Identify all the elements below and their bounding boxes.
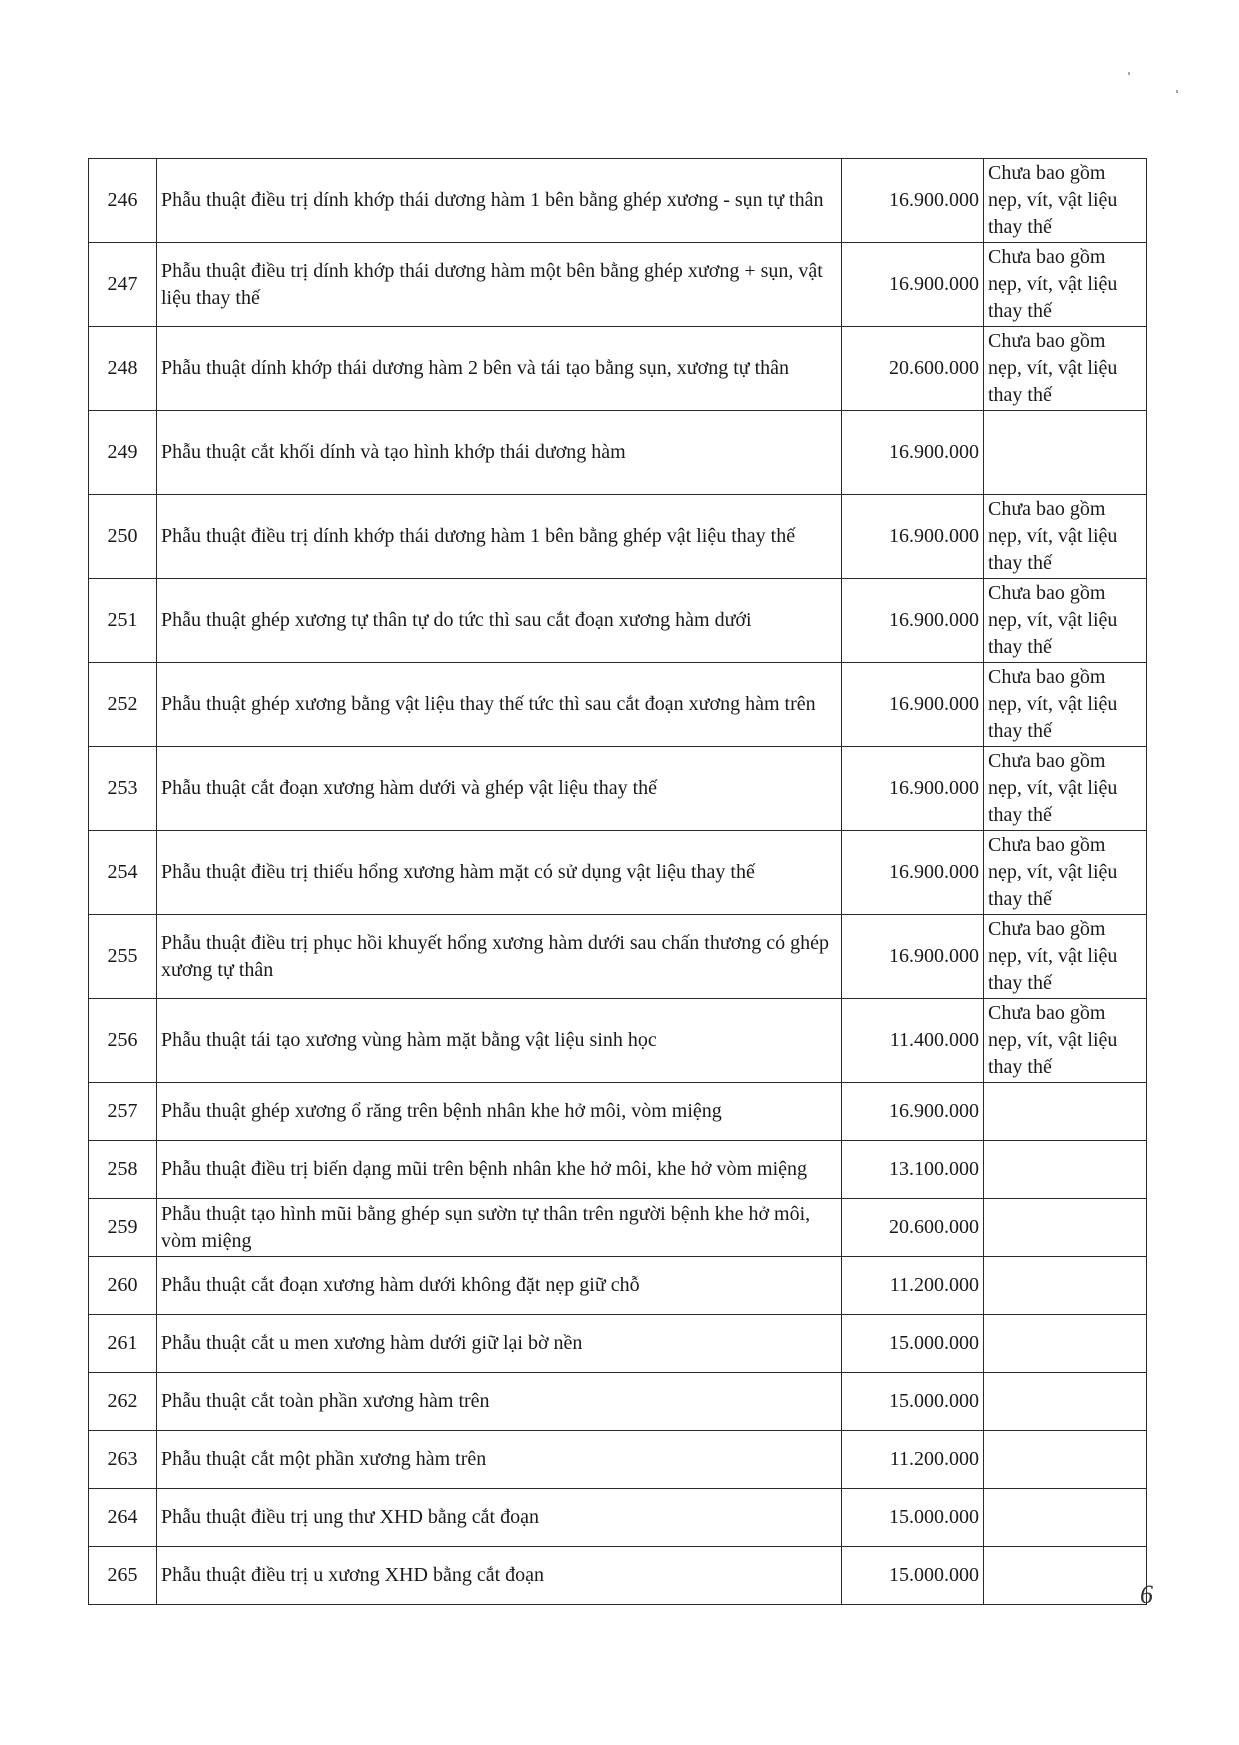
price-cell: 16.900.000: [842, 159, 984, 243]
table-row: [89, 1547, 1147, 1605]
note-cell: Chưa bao gồm nẹp, vít, vật liệu thay thế: [984, 159, 1147, 243]
price-cell: 15.000.000: [842, 1489, 984, 1547]
price-cell: 16.900.000: [842, 411, 984, 495]
price-cell: 20.600.000: [842, 327, 984, 411]
note-cell: Chưa bao gồm nẹp, vít, vật liệu thay thế: [984, 999, 1147, 1083]
note-cell: Chưa bao gồm nẹp, vít, vật liệu thay thế: [984, 327, 1147, 411]
row-number-cell: 248: [89, 327, 157, 411]
procedure-name-cell: Phẫu thuật cắt khối dính và tạo hình khớp thái dương hàm: [157, 411, 842, 495]
procedure-name-cell: Phẫu thuật tạo hình mũi bằng ghép sụn sườn tự thân trên người bệnh khe hở môi, vòm miệng: [157, 1199, 842, 1257]
table-row: [89, 1083, 1147, 1141]
price-cell: 15.000.000: [842, 1315, 984, 1373]
row-number-cell: 247: [89, 243, 157, 327]
note-cell: [984, 1199, 1147, 1257]
procedure-name-cell: Phẫu thuật cắt đoạn xương hàm dưới và ghép vật liệu thay thế: [157, 747, 842, 831]
row-number-cell: 254: [89, 831, 157, 915]
table-row: [89, 411, 1147, 495]
note-cell: [984, 1373, 1147, 1431]
row-number-cell: 246: [89, 159, 157, 243]
table-row: [89, 579, 1147, 663]
note-cell: [984, 1431, 1147, 1489]
row-number-cell: 256: [89, 999, 157, 1083]
table-row: [89, 327, 1147, 411]
row-number-cell: 260: [89, 1257, 157, 1315]
procedure-name-cell: Phẫu thuật điều trị u xương XHD bằng cắt đoạn: [157, 1547, 842, 1605]
note-cell: [984, 1083, 1147, 1141]
procedure-name-cell: Phẫu thuật điều trị dính khớp thái dương hàm một bên bằng ghép xương + sụn, vật liệu thay thế: [157, 243, 842, 327]
price-cell: 16.900.000: [842, 1083, 984, 1141]
price-cell: 11.200.000: [842, 1431, 984, 1489]
procedure-name-cell: Phẫu thuật cắt đoạn xương hàm dưới không đặt nẹp giữ chỗ: [157, 1257, 842, 1315]
note-cell: Chưa bao gồm nẹp, vít, vật liệu thay thế: [984, 243, 1147, 327]
note-cell: Chưa bao gồm nẹp, vít, vật liệu thay thế: [984, 579, 1147, 663]
price-cell: 16.900.000: [842, 243, 984, 327]
price-cell: 16.900.000: [842, 915, 984, 999]
procedure-name-cell: Phẫu thuật điều trị dính khớp thái dương hàm 1 bên bằng ghép vật liệu thay thế: [157, 495, 842, 579]
row-number-cell: 251: [89, 579, 157, 663]
scan-speck: [1176, 90, 1178, 93]
table-row: [89, 1315, 1147, 1373]
table-row: [89, 1373, 1147, 1431]
price-cell: 16.900.000: [842, 495, 984, 579]
row-number-cell: 255: [89, 915, 157, 999]
row-number-cell: 249: [89, 411, 157, 495]
procedure-name-cell: Phẫu thuật ghép xương bằng vật liệu thay thế tức thì sau cắt đoạn xương hàm trên: [157, 663, 842, 747]
row-number-cell: 262: [89, 1373, 157, 1431]
note-cell: [984, 1489, 1147, 1547]
note-cell: [984, 1141, 1147, 1199]
page-number-mark: 6: [1140, 1580, 1153, 1609]
procedure-name-cell: Phẫu thuật tái tạo xương vùng hàm mặt bằng vật liệu sinh học: [157, 999, 842, 1083]
table-row: [89, 999, 1147, 1083]
table-row: [89, 1141, 1147, 1199]
scan-speck: [1128, 72, 1130, 75]
price-cell: 13.100.000: [842, 1141, 984, 1199]
row-number-cell: 261: [89, 1315, 157, 1373]
table-row: [89, 831, 1147, 915]
price-cell: 11.200.000: [842, 1257, 984, 1315]
table-row: [89, 495, 1147, 579]
row-number-cell: 250: [89, 495, 157, 579]
price-cell: 15.000.000: [842, 1373, 984, 1431]
price-table-body: [89, 159, 1147, 1605]
price-cell: 16.900.000: [842, 579, 984, 663]
procedure-name-cell: Phẫu thuật điều trị biến dạng mũi trên bệnh nhân khe hở môi, khe hở vòm miệng: [157, 1141, 842, 1199]
note-cell: [984, 411, 1147, 495]
procedure-name-cell: Phẫu thuật điều trị ung thư XHD bằng cắt đoạn: [157, 1489, 842, 1547]
procedure-name-cell: Phẫu thuật dính khớp thái dương hàm 2 bên và tái tạo bằng sụn, xương tự thân: [157, 327, 842, 411]
table-row: [89, 1489, 1147, 1547]
row-number-cell: 259: [89, 1199, 157, 1257]
procedure-name-cell: Phẫu thuật điều trị dính khớp thái dương hàm 1 bên bằng ghép xương - sụn tự thân: [157, 159, 842, 243]
note-cell: [984, 1315, 1147, 1373]
price-cell: 11.400.000: [842, 999, 984, 1083]
note-cell: Chưa bao gồm nẹp, vít, vật liệu thay thế: [984, 831, 1147, 915]
table-row: [89, 1431, 1147, 1489]
table-row: [89, 159, 1147, 243]
price-cell: 15.000.000: [842, 1547, 984, 1605]
note-cell: Chưa bao gồm nẹp, vít, vật liệu thay thế: [984, 495, 1147, 579]
table-row: [89, 243, 1147, 327]
note-cell: Chưa bao gồm nẹp, vít, vật liệu thay thế: [984, 663, 1147, 747]
note-cell: [984, 1547, 1147, 1605]
procedure-name-cell: Phẫu thuật cắt u men xương hàm dưới giữ lại bờ nền: [157, 1315, 842, 1373]
table-row: [89, 663, 1147, 747]
row-number-cell: 264: [89, 1489, 157, 1547]
price-cell: 20.600.000: [842, 1199, 984, 1257]
row-number-cell: 257: [89, 1083, 157, 1141]
row-number-cell: 258: [89, 1141, 157, 1199]
price-cell: 16.900.000: [842, 831, 984, 915]
row-number-cell: 263: [89, 1431, 157, 1489]
price-table: [88, 158, 1147, 1605]
procedure-name-cell: Phẫu thuật điều trị thiếu hổng xương hàm mặt có sử dụng vật liệu thay thế: [157, 831, 842, 915]
price-cell: 16.900.000: [842, 663, 984, 747]
table-row: [89, 915, 1147, 999]
procedure-name-cell: Phẫu thuật ghép xương tự thân tự do tức thì sau cắt đoạn xương hàm dưới: [157, 579, 842, 663]
note-cell: [984, 1257, 1147, 1315]
note-cell: Chưa bao gồm nẹp, vít, vật liệu thay thế: [984, 747, 1147, 831]
row-number-cell: 265: [89, 1547, 157, 1605]
price-cell: 16.900.000: [842, 747, 984, 831]
row-number-cell: 252: [89, 663, 157, 747]
table-row: [89, 747, 1147, 831]
note-cell: Chưa bao gồm nẹp, vít, vật liệu thay thế: [984, 915, 1147, 999]
procedure-name-cell: Phẫu thuật ghép xương ổ răng trên bệnh nhân khe hở môi, vòm miệng: [157, 1083, 842, 1141]
table-row: [89, 1257, 1147, 1315]
row-number-cell: 253: [89, 747, 157, 831]
table-row: [89, 1199, 1147, 1257]
procedure-name-cell: Phẫu thuật cắt toàn phần xương hàm trên: [157, 1373, 842, 1431]
procedure-name-cell: Phẫu thuật điều trị phục hồi khuyết hổng xương hàm dưới sau chấn thương có ghép xương tự thân: [157, 915, 842, 999]
procedure-name-cell: Phẫu thuật cắt một phần xương hàm trên: [157, 1431, 842, 1489]
